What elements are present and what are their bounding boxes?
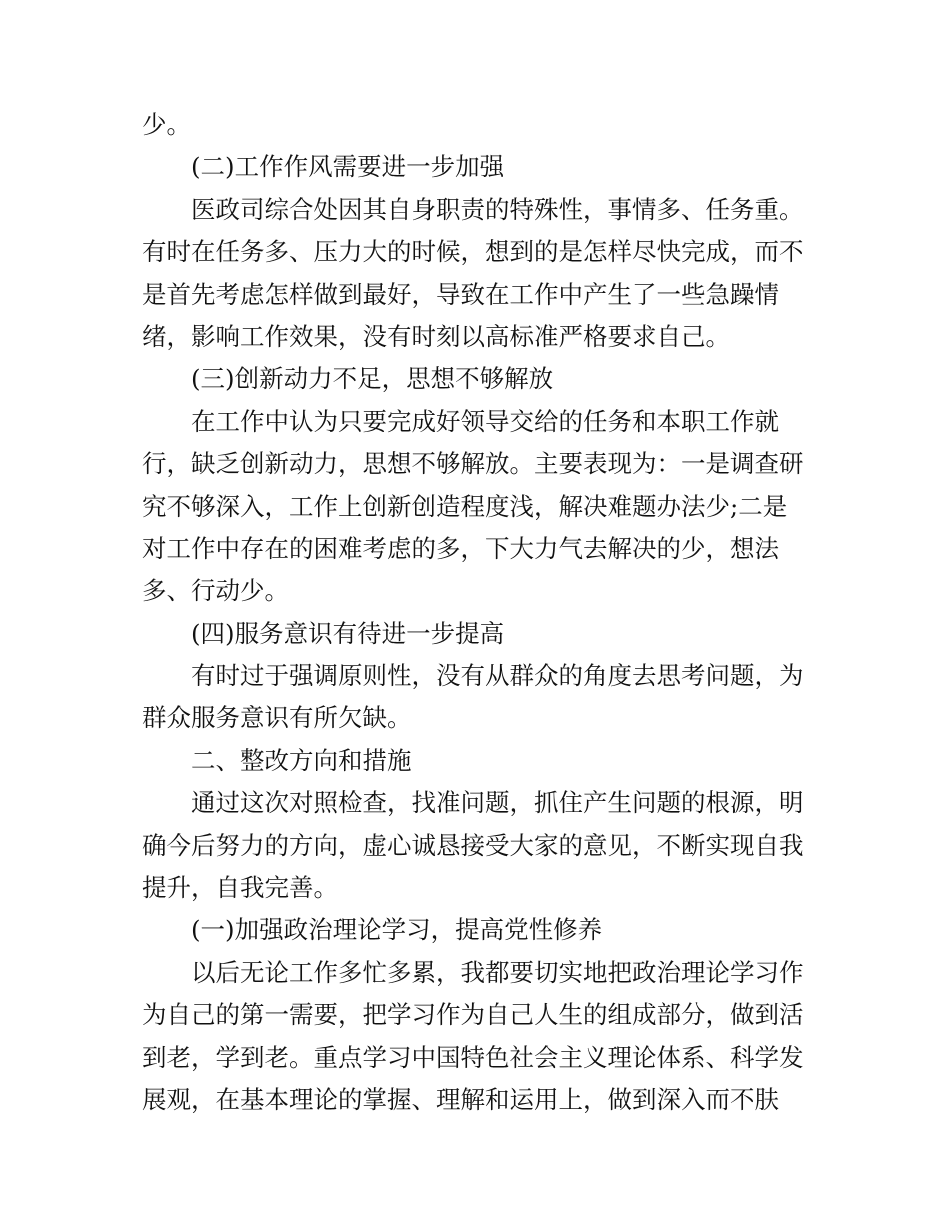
section-heading: (三)创新动力不足，思想不够解放 (191, 364, 554, 394)
section-heading: 二、整改方向和措施 (191, 745, 412, 775)
paragraph-line: 确今后努力的方向，虚心诚恳接受大家的意见，不断实现自我 (142, 830, 804, 860)
paragraph-line: 群众服务意识有所欠缺。 (142, 703, 412, 733)
paragraph-line: 医政司综合处因其自身职责的特殊性，事情多、任务重。 (191, 194, 804, 224)
section-heading: (四)服务意识有待进一步提高 (191, 618, 505, 648)
section-heading: (二)工作作风需要进一步加强 (191, 152, 505, 182)
paragraph-line: 少。 (142, 110, 191, 139)
paragraph-line: 展观，在基本理论的掌握、理解和运用上，做到深入而不肤 (142, 1084, 779, 1114)
paragraph-line: 在工作中认为只要完成好领导交给的任务和本职工作就 (191, 406, 779, 436)
paragraph-line: 以后无论工作多忙多累，我都要切实地把政治理论学习作 (191, 957, 804, 987)
paragraph-line: 行，缺乏创新动力，思想不够解放。主要表现为：一是调查研 (142, 449, 804, 479)
paragraph-line: 有时在任务多、压力大的时候，想到的是怎样尽快完成，而不 (142, 237, 804, 267)
paragraph-line: 有时过于强调原则性，没有从群众的角度去思考问题，为 (191, 661, 804, 691)
paragraph-line: 绪，影响工作效果，没有时刻以高标准严格要求自己。 (142, 321, 730, 351)
paragraph-line: 到老，学到老。重点学习中国特色社会主义理论体系、科学发 (142, 1042, 804, 1072)
paragraph-line: 究不够深入，工作上创新创造程度浅，解决难题办法少;二是 (142, 491, 788, 521)
paragraph-line: 为自己的第一需要，把学习作为自己人生的组成部分，做到活 (142, 1000, 804, 1030)
paragraph-line: 是首先考虑怎样做到最好，导致在工作中产生了一些急躁情 (142, 279, 779, 309)
paragraph-line: 对工作中存在的困难考虑的多，下大力气去解决的少，想法 (142, 533, 779, 563)
document-body (142, 104, 812, 1121)
paragraph-line: 提升，自我完善。 (142, 873, 338, 903)
section-heading: (一)加强政治理论学习，提高党性修养 (191, 915, 603, 945)
paragraph-line: 多、行动少。 (142, 576, 289, 606)
paragraph-line: 通过这次对照检查，找准问题，抓住产生问题的根源，明 (191, 788, 804, 818)
